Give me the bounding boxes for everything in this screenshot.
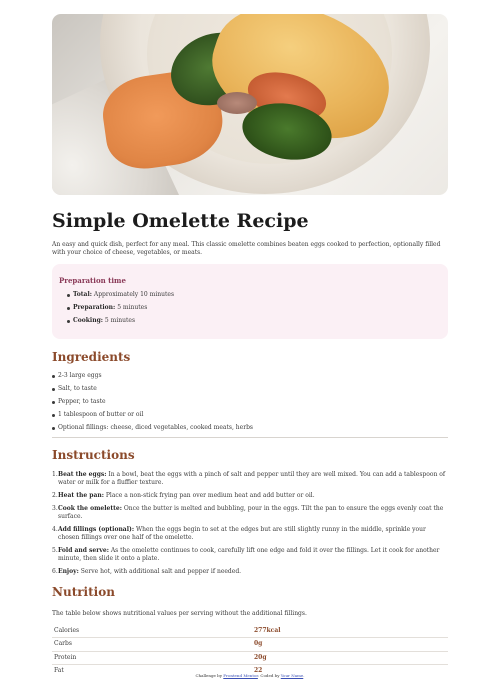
- list-item: 1 tablespoon of butter or oil: [52, 411, 448, 419]
- instructions-section: [52, 448, 448, 576]
- list-item: Optional fillings: cheese, diced vegetables, cooked meats, herbs: [52, 424, 448, 432]
- table-row: Protein 20g: [52, 651, 448, 664]
- recipe-intro: An easy and quick dish, perfect for any meal. This classic omelette combines beaten eggs cooked to perfection, optionally filled with your choice of cheese, vegetables, or meats.: [52, 241, 441, 256]
- list-item: Salt, to taste: [52, 385, 448, 393]
- attribution: Challenge by Frontend Mentor. Coded by Your Name.: [195, 673, 305, 678]
- nutrition-heading: Nutrition: [52, 585, 115, 600]
- preparation-list: [59, 291, 441, 325]
- table-row: Carbs 0g: [52, 638, 448, 651]
- nutrition-description: The table below shows nutritional values per serving without the additional fillings.: [52, 610, 307, 618]
- recipe-title: Simple Omelette Recipe: [52, 210, 309, 232]
- list-item: 2. Heat the pan: Place a non-stick frying pan over medium heat and add butter or oil.: [52, 492, 315, 500]
- preparation-heading: Preparation time: [59, 276, 126, 285]
- preparation-item: Preparation: 5 minutes: [67, 304, 441, 312]
- list-item: 6. Enjoy: Serve hot, with additional salt and pepper if needed.: [52, 568, 242, 576]
- preparation-item: Total: Approximately 10 minutes: [67, 291, 441, 299]
- table-row: Calories 277kcal: [52, 624, 448, 637]
- nutrition-section: [52, 585, 448, 677]
- list-item: Pepper, to taste: [52, 398, 448, 406]
- preparation-time-box: [52, 264, 448, 339]
- instructions-list: [52, 471, 448, 576]
- author-link[interactable]: Your Name: [280, 673, 304, 678]
- list-item: 3. Cook the omelette: Once the butter is melted and bubbling, pour in the eggs. Tilt the pan to ensure the eggs evenly coat the surface.: [52, 505, 444, 521]
- section-divider: [52, 437, 448, 438]
- nutrition-table: [52, 624, 448, 677]
- preparation-item: Cooking: 5 minutes: [67, 317, 441, 325]
- list-item: 4. Add fillings (optional): When the eggs begin to set at the edges but are still slightly runny in the middle, sprinkle your chosen fillings over one half of the omelette.: [52, 526, 426, 542]
- table-row: Fat 22: [54, 667, 263, 675]
- ingredients-heading: Ingredients: [52, 350, 131, 364]
- list-item: 1. Beat the eggs: In a bowl, beat the eggs with a pinch of salt and pepper until they are well mixed. You can add a tablespoon of water or milk for a fluffier texture.: [52, 471, 446, 487]
- omelette-photo: [52, 14, 448, 195]
- list-item: 5. Fold and serve: As the omelette continues to cook, carefully lift one edge and fold it over the fillings. Let it cook for another minute, then slide it onto a plate.: [52, 547, 440, 563]
- list-item: 2-3 large eggs: [52, 372, 448, 380]
- instructions-heading: Instructions: [52, 448, 135, 463]
- ingredients-section: [52, 350, 448, 432]
- ingredients-list: [52, 372, 448, 432]
- frontend-mentor-link[interactable]: Frontend Mentor: [223, 673, 258, 678]
